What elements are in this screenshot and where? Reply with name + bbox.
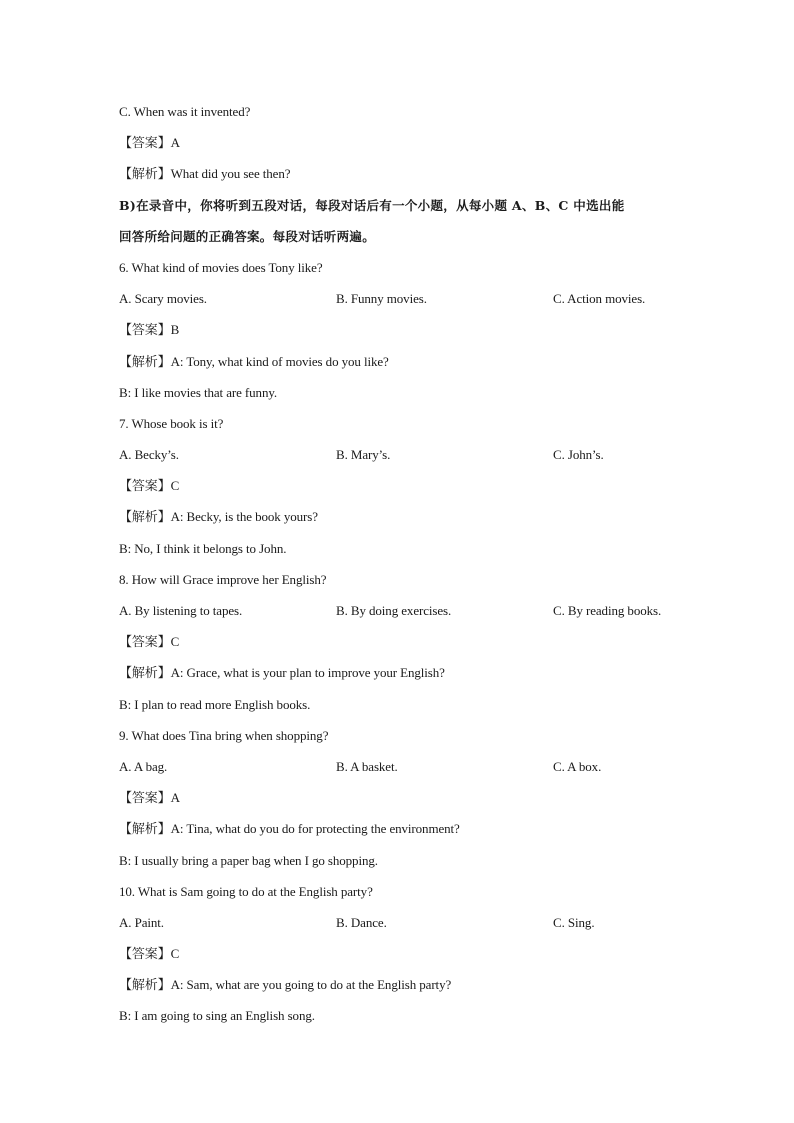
question-8-option-c: C. By reading books.: [553, 603, 662, 618]
question-8-text: 8. How will Grace improve her English?: [119, 571, 327, 587]
question-9-options: [119, 758, 699, 789]
question-10-analysis-b: B: I am going to sing an English song.: [119, 1008, 315, 1024]
question-6-analysis-b: B: I like movies that are funny.: [119, 384, 278, 400]
question-7-option-a: A. Becky’s.: [119, 447, 179, 463]
question-6-answer: 【答案】B: [119, 322, 180, 338]
question-7-text: 7. Whose book is it?: [119, 415, 224, 431]
question-8-answer: 【答案】C: [119, 634, 180, 650]
question-10-option-c: C. Sing.: [553, 914, 595, 930]
question-5-option-c: C. When was it invented?: [119, 104, 251, 119]
section-b-instructions-line-2: 回答所给问题的正确答案。每段对话听两遍。: [119, 228, 376, 244]
question-7-options: [119, 446, 699, 477]
question-7-analysis-b: B: No, I think it belongs to John.: [119, 540, 287, 556]
question-9-analysis-b: B: I usually bring a paper bag when I go shopping.: [119, 852, 378, 868]
question-8-analysis-b: B: I plan to read more English books.: [119, 696, 311, 712]
question-8-option-a: A. By listening to tapes.: [119, 603, 243, 618]
question-10-option-a: A. Paint.: [119, 914, 164, 930]
question-9-option-a: A. A bag.: [119, 758, 168, 774]
question-10-text: 10. What is Sam going to do at the English party?: [119, 883, 373, 899]
question-7-option-b: B. Mary’s.: [336, 447, 391, 463]
question-9-answer: 【答案】A: [119, 790, 180, 806]
question-6-options: [119, 290, 699, 321]
question-7-option-c: C. John’s.: [553, 447, 604, 463]
question-7-analysis-a: 【解析】A: Becky, is the book yours?: [119, 509, 318, 525]
question-10-analysis-a: 【解析】A: Sam, what are you going to do at the English party?: [119, 977, 452, 993]
question-10-options: [119, 914, 699, 945]
question-9-option-c: C. A box.: [553, 758, 602, 774]
question-6-text: 6. What kind of movies does Tony like?: [119, 259, 323, 275]
question-10-option-b: B. Dance.: [336, 914, 387, 930]
question-9-analysis-a: 【解析】A: Tina, what do you do for protecting the environment?: [119, 821, 460, 837]
question-5-answer: 【答案】A: [119, 135, 180, 151]
question-6-analysis-a: 【解析】A: Tony, what kind of movies do you like?: [119, 353, 389, 369]
question-7-answer: 【答案】C: [119, 478, 180, 494]
question-5-analysis: 【解析】What did you see then?: [119, 166, 291, 182]
question-6-option-b: B. Funny movies.: [336, 291, 427, 307]
question-8-analysis-a: 【解析】A: Grace, what is your plan to improve your English?: [119, 665, 445, 681]
question-9-text: 9. What does Tina bring when shopping?: [119, 727, 329, 743]
question-9-option-b: B. A basket.: [336, 758, 398, 774]
question-10-answer: 【答案】C: [119, 946, 180, 962]
question-8-options: [119, 602, 699, 633]
section-b-instructions-line-1: B)在录音中，你将听到五段对话，每段对话后有一个小题，从每小题 A、B、C 中选出能: [119, 197, 625, 213]
question-6-option-a: A. Scary movies.: [119, 291, 207, 307]
document-content: [119, 103, 699, 1039]
question-6-option-c: C. Action movies.: [553, 291, 646, 307]
question-8-option-b: B. By doing exercises.: [336, 603, 452, 618]
